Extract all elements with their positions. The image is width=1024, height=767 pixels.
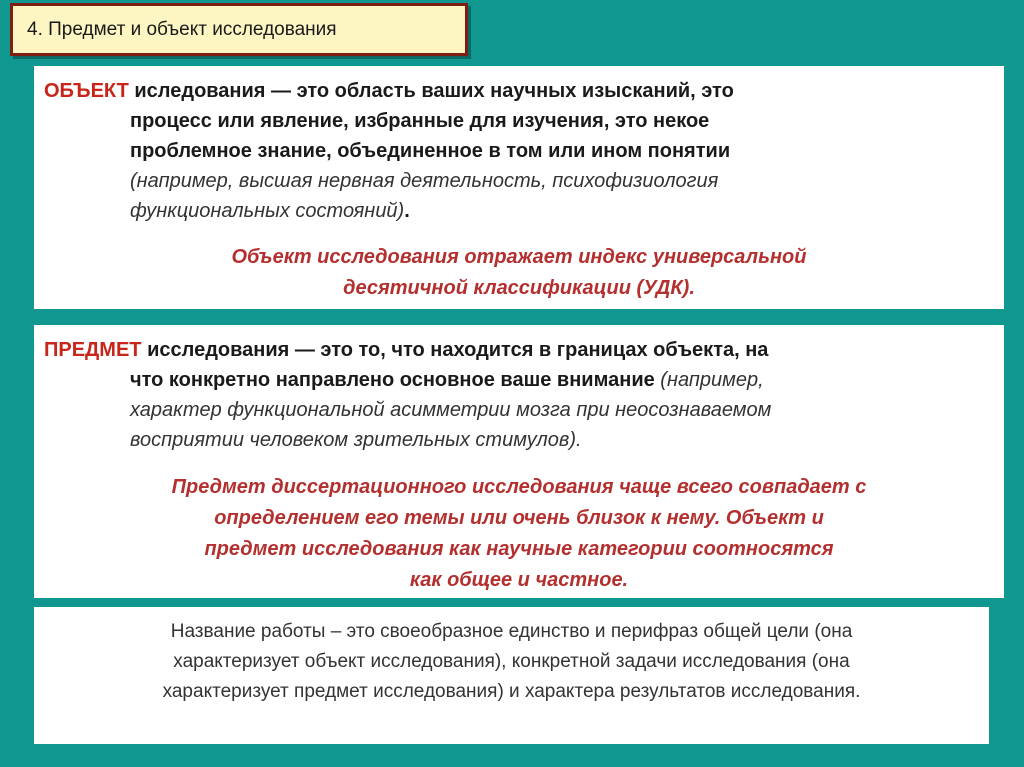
- object-definition-line-1: [44, 76, 994, 106]
- object-example-end: .: [404, 200, 410, 222]
- subject-definition: [44, 335, 994, 455]
- slide-title-box: [10, 3, 468, 56]
- object-note-line-2: десятичной классификации (УДК).: [343, 277, 695, 299]
- summary-line-1: Название работы – это своеобразное единство и перифраз общей цели (она: [170, 621, 853, 642]
- subject-line2-text: что конкретно направлено основное ваше внимание: [130, 369, 661, 391]
- summary-line-2: характеризует объект исследования), конкретной задачи исследования (она: [173, 651, 850, 672]
- object-keyword: ОБЪЕКТ: [44, 80, 129, 102]
- subject-example-line-4: восприятии человеком зрительных стимулов).: [130, 429, 582, 451]
- object-example-line-1: (например, высшая нервная деятельность, психофизиология: [130, 170, 719, 192]
- subject-note: [34, 472, 1004, 596]
- subject-note-line-2: определением его темы или очень близок к нему. Объект и: [214, 507, 824, 529]
- subject-keyword: ПРЕДМЕТ: [44, 339, 142, 361]
- object-definition-line-2: процесс или явление, избранные для изучения, это некое: [130, 110, 710, 132]
- object-definition-line-3: проблемное знание, объединенное в том или ином понятии: [130, 140, 731, 162]
- object-note-line-1: Объект исследования отражает индекс универсальной: [231, 246, 807, 268]
- subject-definition-line-2: [44, 365, 994, 395]
- object-line1-text: иследования — это область ваших научных изысканий, это: [128, 80, 734, 102]
- subject-definition-line-1: [44, 335, 994, 365]
- summary-line-3: характеризует предмет исследования) и характера результатов исследования.: [162, 681, 861, 702]
- subject-note-line-1: Предмет диссертационного исследования чаще всего совпадает с: [171, 476, 867, 498]
- summary-text: [34, 617, 989, 707]
- object-example-text: функциональных состояний): [130, 200, 405, 222]
- subject-panel: [34, 325, 1004, 598]
- subject-example-start: (например,: [660, 369, 764, 391]
- slide-title: 4. Предмет и объект исследования: [27, 19, 337, 40]
- subject-line1-text: исследования — это то, что находится в границах объекта, на: [141, 339, 769, 361]
- subject-note-line-3: предмет исследования как научные категории соотносятся: [204, 538, 834, 560]
- object-definition: [44, 76, 994, 226]
- object-note: [34, 242, 1004, 304]
- subject-note-line-4: как общее и частное.: [409, 569, 629, 591]
- summary-panel: [34, 607, 989, 744]
- object-panel: [34, 66, 1004, 309]
- object-example-line-2: [44, 196, 994, 226]
- subject-example-line-3: характер функциональной асимметрии мозга при неосознаваемом: [130, 399, 772, 421]
